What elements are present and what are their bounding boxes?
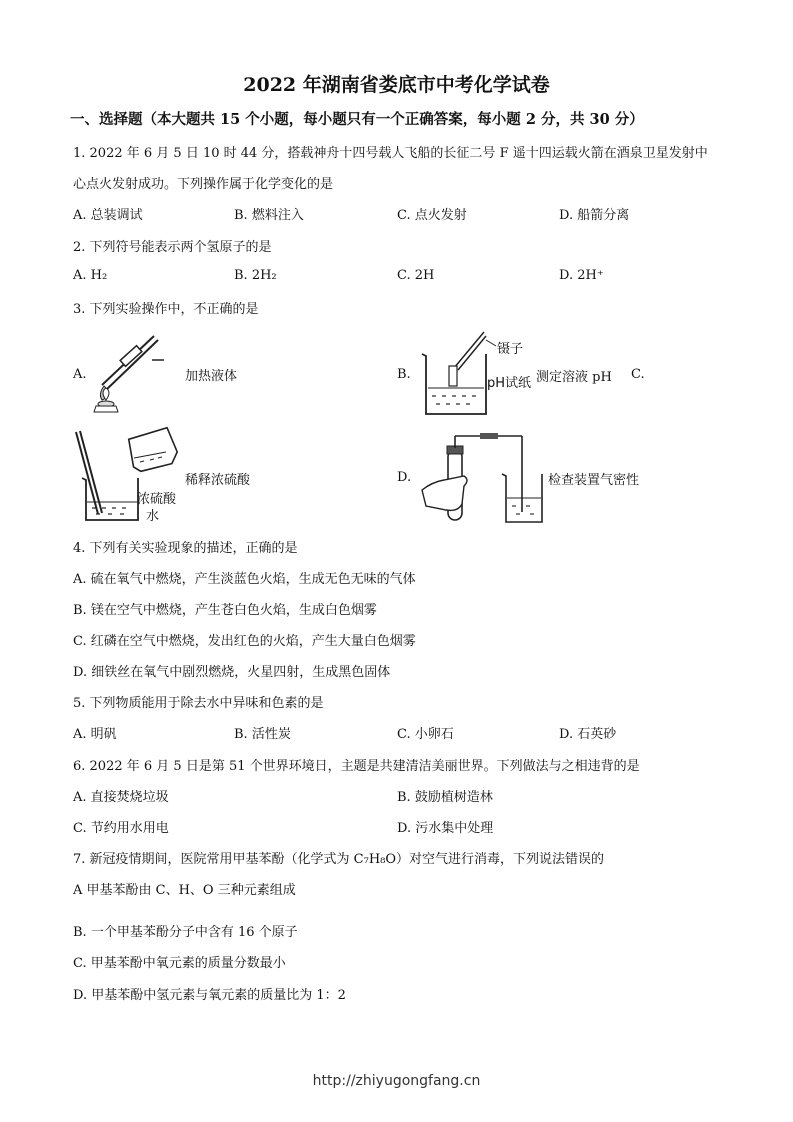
- q2-option-a: A. H₂: [73, 268, 108, 283]
- airtightness-check-illustration: [418, 430, 548, 525]
- dilute-acid-illustration: [72, 428, 182, 523]
- q5-option-b: B. 活性炭: [234, 727, 291, 742]
- q3-option-a-letter: A.: [73, 367, 87, 382]
- section-heading: 一、选择题（本大题共 15 个小题，每小题只有一个正确答案，每小题 2 分，共 30 分）: [70, 111, 644, 128]
- q6-option-c: C. 节约用水用电: [73, 821, 169, 836]
- q2-option-c: C. 2H: [397, 268, 435, 283]
- q4-option-b: B. 镁在空气中燃烧，产生苍白色火焰，生成白色烟雾: [73, 603, 377, 618]
- q3-option-d-caption: 检查装置气密性: [548, 473, 640, 488]
- q5-option-a: A. 明矾: [73, 727, 117, 742]
- q2-option-d: D. 2H⁺: [559, 268, 604, 283]
- q6-stem: 6. 2022 年 6 月 5 日是第 51 个世界环境日，主题是共建清洁美丽世界。下列做法与之相违背的是: [73, 759, 640, 774]
- q6-option-b: B. 鼓励植树造林: [397, 790, 493, 805]
- q3-option-b-caption: 测定溶液 pH: [536, 370, 612, 385]
- q7-option-b: B. 一个甲基苯酚分子中含有 16 个原子: [73, 925, 298, 940]
- q3-option-d-letter: D.: [397, 470, 412, 485]
- q4-stem: 4. 下列有关实验现象的描述，正确的是: [73, 541, 298, 556]
- q3-stem: 3. 下列实验操作中，不正确的是: [73, 302, 259, 317]
- q4-option-a: A. 硫在氧气中燃烧，产生淡蓝色火焰，生成无色无味的气体: [73, 572, 416, 587]
- q1-stem-line2: 心点火发射成功。下列操作属于化学变化的是: [73, 177, 334, 192]
- q1-option-c: C. 点火发射: [397, 208, 467, 223]
- q7-option-d: D. 甲基苯酚中氢元素与氧元素的质量比为 1：2: [73, 988, 346, 1003]
- q3-option-b-letter: B.: [397, 367, 411, 382]
- q1-stem-line1: 1. 2022 年 6 月 5 日 10 时 44 分，搭载神舟十四号载人飞船的长征二号 F 遥十四运载火箭在酒泉卫星发射中: [73, 146, 708, 161]
- q7-stem: 7. 新冠疫情期间，医院常用甲基苯酚（化学式为 C₇H₈O）对空气进行消毒，下列说法错误的: [73, 852, 605, 867]
- q6-option-a: A. 直接焚烧垃圾: [73, 790, 169, 805]
- q7-option-a: A 甲基苯酚由 C、H、O 三种元素组成: [73, 883, 296, 898]
- q4-option-d: D. 细铁丝在氧气中剧烈燃烧，火星四射，生成黑色固体: [73, 665, 391, 680]
- q1-option-a: A. 总装调试: [73, 208, 143, 223]
- heating-liquid-illustration: [92, 330, 172, 415]
- ph-measure-illustration: [418, 328, 493, 418]
- q3-option-a-caption: 加热液体: [185, 369, 238, 384]
- q2-option-b: B. 2H₂: [234, 268, 277, 283]
- q3-option-c-label-water: 水: [146, 509, 160, 524]
- q3-option-b-label-tweezers: 镊子: [497, 342, 524, 357]
- q4-option-c: C. 红磷在空气中燃烧，发出红色的火焰，产生大量白色烟雾: [73, 634, 416, 649]
- q5-option-d: D. 石英砂: [559, 727, 617, 742]
- q5-stem: 5. 下列物质能用于除去水中异味和色素的是: [73, 696, 324, 711]
- q3-option-c-letter: C.: [631, 367, 645, 382]
- page-title: 2022 年湖南省娄底市中考化学试卷: [243, 74, 550, 96]
- q3-option-c-caption: 稀释浓硫酸: [185, 473, 251, 488]
- q3-option-c-label-acid: 浓硫酸: [137, 492, 177, 507]
- q5-option-c: C. 小卵石: [397, 727, 454, 742]
- footer-url: http://zhiyugongfang.cn: [312, 1073, 481, 1089]
- q2-stem: 2. 下列符号能表示两个氢原子的是: [73, 240, 272, 255]
- q6-option-d: D. 污水集中处理: [397, 821, 494, 836]
- q1-option-b: B. 燃料注入: [234, 208, 304, 223]
- q3-option-b-label-ph-paper: pH试纸: [487, 376, 532, 391]
- q1-option-d: D. 船箭分离: [559, 208, 630, 223]
- q7-option-c: C. 甲基苯酚中氧元素的质量分数最小: [73, 956, 286, 971]
